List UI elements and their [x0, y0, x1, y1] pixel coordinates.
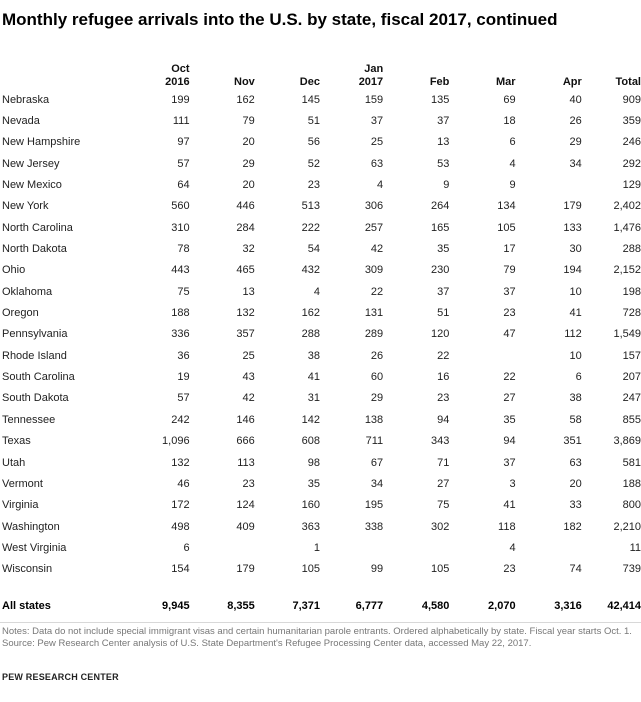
value-cell: 855 — [622, 413, 641, 426]
value-cell — [190, 537, 255, 558]
value-cell: 302 — [431, 520, 450, 533]
value-cell: 159 — [364, 93, 384, 106]
value-cell: 58 — [569, 413, 582, 426]
value-cell — [449, 345, 515, 366]
state-cell: Tennessee — [2, 413, 56, 426]
value-cell: 443 — [171, 264, 190, 277]
value-cell: 560 — [171, 200, 190, 213]
value-cell: 52 — [307, 157, 320, 170]
value-cell: 222 — [301, 221, 320, 234]
value-cell: 179 — [563, 200, 582, 213]
value-cell: 22 — [437, 349, 450, 362]
value-cell: 20 — [569, 477, 582, 490]
value-cell: 357 — [236, 328, 255, 341]
value-cell: 10 — [569, 285, 582, 298]
value-cell: 34 — [370, 477, 384, 490]
value-cell: 57 — [177, 157, 190, 170]
value-cell: 105 — [497, 221, 516, 234]
value-cell: 79 — [242, 115, 255, 128]
value-cell: 25 — [370, 136, 384, 149]
value-cell: 35 — [437, 243, 450, 256]
value-cell: 41 — [503, 499, 516, 512]
value-cell: 120 — [431, 328, 450, 341]
value-cell: 79 — [503, 264, 516, 277]
value-cell: 363 — [301, 520, 320, 533]
divider — [0, 622, 641, 623]
total-row — [0, 599, 641, 613]
value-cell: 67 — [370, 456, 384, 469]
value-cell — [516, 537, 582, 558]
state-cell: North Dakota — [2, 243, 67, 256]
value-cell: 22 — [503, 371, 516, 384]
value-cell: 111 — [172, 115, 190, 128]
value-cell: 9 — [509, 179, 516, 192]
value-cell: 162 — [301, 307, 320, 320]
value-cell: 4 — [377, 179, 384, 192]
value-cell: 608 — [301, 435, 320, 448]
header-jan: Jan 2017 — [358, 63, 384, 88]
header-nov: Nov — [234, 76, 255, 88]
value-cell: 310 — [171, 221, 190, 234]
state-cell: New Hampshire — [2, 136, 81, 149]
value-cell: 74 — [569, 563, 582, 576]
value-cell: 194 — [563, 264, 582, 277]
state-cell: North Carolina — [2, 221, 73, 234]
value-cell: 230 — [431, 264, 450, 277]
state-cell: New Jersey — [2, 157, 60, 170]
state-cell: Texas — [2, 435, 31, 448]
value-cell: 124 — [236, 499, 255, 512]
value-cell: 56 — [307, 136, 320, 149]
value-cell: 38 — [569, 392, 582, 405]
state-cell: New York — [2, 200, 49, 213]
value-cell: 43 — [242, 371, 255, 384]
header-dec: Dec — [299, 76, 320, 88]
value-cell: 60 — [370, 371, 384, 384]
value-cell: 242 — [171, 413, 190, 426]
table-row — [0, 409, 641, 430]
value-cell: 1,549 — [613, 328, 641, 341]
value-cell: 182 — [563, 520, 582, 533]
value-cell: 131 — [364, 307, 384, 320]
notes-block — [2, 626, 632, 650]
table-row — [0, 196, 641, 217]
value-cell: 19 — [177, 371, 190, 384]
value-cell: 246 — [622, 136, 641, 149]
value-cell: 432 — [301, 264, 320, 277]
value-cell: 6 — [509, 136, 516, 149]
value-cell: 17 — [503, 243, 516, 256]
value-cell: 160 — [301, 499, 320, 512]
notes-text: Notes: Data do not include special immigrant visas and certain humanitarian parole entrants. Ordered alphabetically by state. Fiscal year starts Oct. 1. — [2, 626, 632, 637]
table-row — [0, 153, 641, 174]
value-cell: 162 — [236, 93, 255, 106]
value-cell: 40 — [569, 93, 582, 106]
value-cell: 98 — [307, 456, 320, 469]
table-row — [0, 281, 641, 302]
state-cell: Utah — [2, 456, 26, 469]
value-cell: 247 — [622, 392, 641, 405]
state-cell: Nebraska — [2, 93, 50, 106]
state-cell: Virginia — [2, 499, 39, 512]
value-cell: 51 — [437, 307, 450, 320]
state-cell: Washington — [2, 520, 60, 533]
value-cell: 135 — [431, 93, 450, 106]
value-cell: 288 — [622, 243, 641, 256]
value-cell: 42 — [370, 243, 384, 256]
value-cell: 23 — [437, 392, 450, 405]
value-cell: 292 — [622, 157, 641, 170]
total-label: All states — [2, 599, 51, 612]
value-cell: 29 — [242, 157, 255, 170]
value-cell: 146 — [236, 413, 255, 426]
value-cell: 207 — [622, 371, 641, 384]
state-cell: Oregon — [2, 307, 39, 320]
value-cell: 27 — [437, 477, 450, 490]
value-cell: 37 — [437, 115, 450, 128]
value-cell: 11 — [629, 541, 641, 554]
total-value: 2,070 — [488, 599, 516, 612]
value-cell: 41 — [569, 307, 582, 320]
value-cell: 26 — [569, 115, 582, 128]
value-cell: 289 — [364, 328, 384, 341]
value-cell: 134 — [497, 200, 516, 213]
value-cell: 195 — [364, 499, 384, 512]
table-row — [0, 174, 641, 195]
value-cell: 306 — [364, 200, 384, 213]
value-cell: 94 — [503, 435, 516, 448]
state-cell: Nevada — [2, 115, 40, 128]
value-cell: 3 — [509, 477, 516, 490]
state-cell: Oklahoma — [2, 285, 53, 298]
value-cell: 46 — [177, 477, 190, 490]
value-cell: 29 — [569, 136, 582, 149]
value-cell: 336 — [171, 328, 190, 341]
value-cell: 9 — [443, 179, 450, 192]
header-state — [0, 60, 118, 89]
table-row — [0, 388, 641, 409]
table-row — [0, 345, 641, 366]
table-row — [0, 366, 641, 387]
value-cell: 581 — [622, 456, 641, 469]
value-cell: 4 — [509, 157, 516, 170]
value-cell: 18 — [503, 115, 516, 128]
total-value: 3,316 — [554, 599, 582, 612]
value-cell: 359 — [622, 115, 641, 128]
value-cell: 37 — [503, 285, 516, 298]
value-cell: 35 — [503, 413, 516, 426]
value-cell: 113 — [237, 456, 255, 469]
table-row — [0, 495, 641, 516]
header-mar: Mar — [496, 76, 516, 88]
value-cell: 23 — [503, 307, 516, 320]
header-oct: Oct 2016 — [165, 63, 190, 88]
table-row — [0, 516, 641, 537]
value-cell: 264 — [431, 200, 450, 213]
value-cell: 29 — [370, 392, 384, 405]
value-cell: 309 — [364, 264, 384, 277]
value-cell: 23 — [242, 477, 255, 490]
table-row — [0, 302, 641, 323]
state-cell: Wisconsin — [2, 563, 53, 576]
value-cell: 198 — [622, 285, 641, 298]
value-cell: 105 — [431, 563, 450, 576]
value-cell: 22 — [370, 285, 384, 298]
value-cell — [383, 537, 449, 558]
table-row — [0, 473, 641, 494]
value-cell: 97 — [177, 136, 190, 149]
value-cell: 47 — [503, 328, 516, 341]
total-value: 9,945 — [162, 599, 190, 612]
table-row — [0, 559, 641, 580]
value-cell: 13 — [242, 285, 255, 298]
value-cell: 20 — [242, 136, 255, 149]
value-cell: 23 — [307, 179, 320, 192]
value-cell: 37 — [437, 285, 450, 298]
source-text: Source: Pew Research Center analysis of U.S. State Department's Refugee Processing Center data, accessed May 22, 2017. — [2, 638, 532, 649]
value-cell: 42 — [242, 392, 255, 405]
table-row — [0, 452, 641, 473]
value-cell: 172 — [171, 499, 190, 512]
value-cell: 739 — [622, 563, 641, 576]
value-cell: 257 — [364, 221, 384, 234]
table-row — [0, 238, 641, 259]
credit-text: PEW RESEARCH CENTER — [2, 672, 119, 682]
value-cell: 409 — [236, 520, 255, 533]
value-cell: 105 — [301, 563, 320, 576]
table-row — [0, 132, 641, 153]
value-cell: 343 — [431, 435, 450, 448]
total-value: 7,371 — [292, 599, 320, 612]
value-cell: 188 — [171, 307, 190, 320]
total-value: 8,355 — [227, 599, 255, 612]
value-cell: 69 — [503, 93, 516, 106]
value-cell: 20 — [242, 179, 255, 192]
value-cell: 54 — [307, 243, 320, 256]
value-cell: 165 — [431, 221, 450, 234]
total-value: 6,777 — [355, 599, 384, 612]
value-cell: 351 — [563, 435, 582, 448]
value-cell: 4 — [313, 285, 320, 298]
value-cell: 711 — [365, 435, 384, 448]
table-row — [0, 537, 641, 558]
value-cell: 666 — [236, 435, 255, 448]
header-total: Total — [615, 76, 641, 88]
header-feb: Feb — [429, 76, 450, 88]
value-cell: 75 — [177, 285, 190, 298]
value-cell: 57 — [177, 392, 190, 405]
state-cell: South Dakota — [2, 392, 69, 405]
value-cell: 6 — [183, 541, 190, 554]
value-cell: 64 — [177, 179, 190, 192]
value-cell: 4 — [509, 541, 516, 554]
table-row — [0, 431, 641, 452]
value-cell: 38 — [307, 349, 320, 362]
state-cell: Vermont — [2, 477, 43, 490]
value-cell: 33 — [569, 499, 582, 512]
table-row — [0, 110, 641, 131]
value-cell: 498 — [171, 520, 190, 533]
table-row — [0, 217, 641, 238]
value-cell: 10 — [569, 349, 582, 362]
value-cell: 132 — [171, 456, 190, 469]
value-cell: 800 — [622, 499, 641, 512]
state-cell: Ohio — [2, 264, 26, 277]
value-cell: 129 — [622, 179, 641, 192]
value-cell: 71 — [437, 456, 450, 469]
value-cell: 112 — [564, 328, 582, 341]
table-row — [0, 89, 641, 110]
value-cell: 99 — [370, 563, 384, 576]
value-cell: 75 — [437, 499, 450, 512]
value-cell: 53 — [437, 157, 450, 170]
total-value: 42,414 — [607, 599, 641, 612]
header-row — [0, 60, 641, 89]
value-cell: 154 — [171, 563, 190, 576]
value-cell: 31 — [307, 392, 320, 405]
value-cell: 1,096 — [162, 435, 190, 448]
total-value: 4,580 — [421, 599, 450, 612]
value-cell: 465 — [236, 264, 255, 277]
value-cell: 179 — [236, 563, 255, 576]
state-cell: Rhode Island — [2, 349, 67, 362]
value-cell: 132 — [236, 307, 255, 320]
table-title: Monthly refugee arrivals into the U.S. by state, fiscal 2017, continued — [2, 10, 558, 29]
value-cell: 138 — [364, 413, 384, 426]
value-cell: 2,210 — [613, 520, 641, 533]
value-cell: 32 — [242, 243, 255, 256]
value-cell: 34 — [569, 157, 582, 170]
value-cell: 142 — [301, 413, 320, 426]
value-cell: 63 — [370, 157, 384, 170]
value-cell: 118 — [498, 520, 516, 533]
value-cell: 27 — [503, 392, 516, 405]
value-cell: 1 — [313, 541, 320, 554]
value-cell: 188 — [622, 477, 641, 490]
refugee-table — [0, 60, 641, 613]
value-cell: 41 — [307, 371, 320, 384]
value-cell: 16 — [437, 371, 450, 384]
value-cell: 35 — [307, 477, 320, 490]
value-cell: 1,476 — [613, 221, 641, 234]
value-cell: 25 — [242, 349, 255, 362]
value-cell — [516, 174, 582, 195]
value-cell: 63 — [569, 456, 582, 469]
state-cell: South Carolina — [2, 371, 75, 384]
table-body — [0, 89, 641, 613]
value-cell: 37 — [503, 456, 516, 469]
value-cell: 2,402 — [613, 200, 641, 213]
value-cell — [320, 537, 383, 558]
value-cell: 145 — [301, 93, 320, 106]
value-cell: 157 — [622, 349, 641, 362]
value-cell: 23 — [503, 563, 516, 576]
value-cell: 78 — [177, 243, 190, 256]
value-cell: 6 — [575, 371, 582, 384]
value-cell: 284 — [236, 221, 255, 234]
value-cell: 338 — [364, 520, 384, 533]
state-cell: West Virginia — [2, 541, 67, 554]
value-cell: 728 — [622, 307, 641, 320]
value-cell: 199 — [171, 93, 190, 106]
value-cell: 30 — [569, 243, 582, 256]
value-cell: 26 — [370, 349, 384, 362]
value-cell: 513 — [301, 200, 320, 213]
state-cell: Pennsylvania — [2, 328, 68, 341]
value-cell: 2,152 — [613, 264, 641, 277]
value-cell: 13 — [437, 136, 450, 149]
header-apr: Apr — [562, 76, 582, 88]
value-cell: 133 — [563, 221, 582, 234]
value-cell: 36 — [177, 349, 190, 362]
value-cell: 51 — [307, 115, 320, 128]
spacer-row — [0, 580, 641, 599]
value-cell: 3,869 — [613, 435, 641, 448]
value-cell: 909 — [622, 93, 641, 106]
value-cell: 288 — [301, 328, 320, 341]
table-row — [0, 260, 641, 281]
table-row — [0, 324, 641, 345]
state-cell: New Mexico — [2, 179, 62, 192]
value-cell: 94 — [437, 413, 450, 426]
value-cell: 446 — [236, 200, 255, 213]
value-cell: 37 — [370, 115, 384, 128]
